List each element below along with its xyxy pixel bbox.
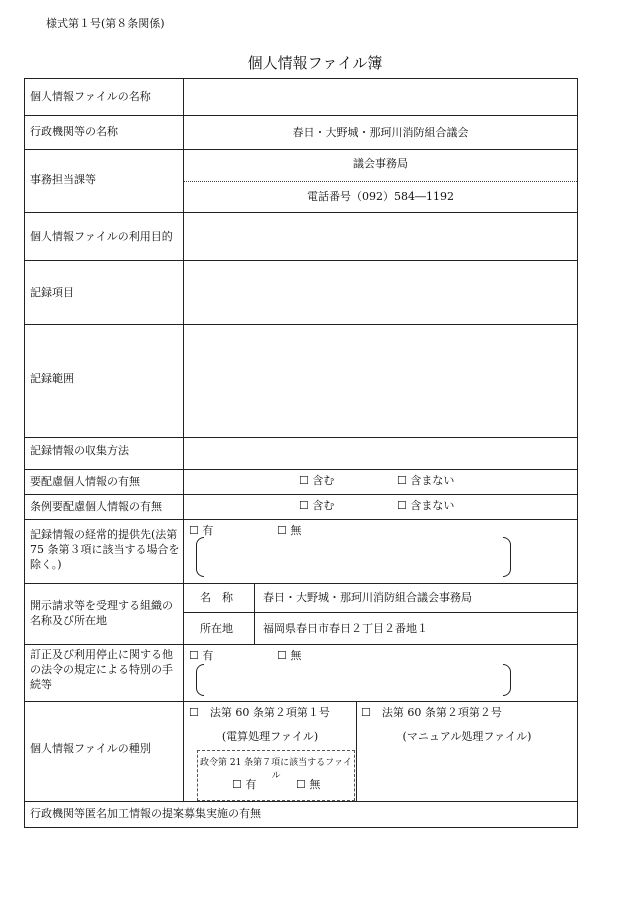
special-exclude-checkbox[interactable]: ☐ 含まない [397,474,455,487]
section-phone: 電話番号（092）584―1192 [307,190,454,203]
type-manual-sub: (マニュアル処理ファイル) [402,730,532,743]
org-name-value: 春日・大野城・那珂川消防組合議会事務局 [263,591,472,604]
org-name-label: 名 称 [200,591,233,604]
section-dept: 議会事務局 [353,157,408,170]
page-title: 個人情報ファイル簿 [247,54,383,72]
cabinet-order-no-checkbox[interactable]: ☐ 無 [296,778,321,791]
label-scope: 記録範囲 [30,372,74,385]
label-correction: 訂正及び利用停止に関する他の法令の規定による特別の手続等 [30,648,173,691]
org-addr-value: 福岡県春日市春日２丁目２番地１ [263,622,428,635]
label-type: 個人情報ファイルの種別 [30,742,151,755]
label-ordinance: 条例要配慮個人情報の有無 [30,500,162,513]
row-line [25,324,577,325]
cabinet-order-box [197,750,355,801]
provision-bracket-left [196,537,204,577]
row-line [25,437,577,438]
file-register-table [24,78,578,828]
row-line [25,469,577,470]
row-line [25,115,577,116]
dotted-divider [184,181,577,182]
row-line [25,583,577,584]
label-method: 記録情報の収集方法 [30,444,129,457]
type-col-line [356,701,357,801]
cabinet-order-title: 政令第 21 条第７項に該当するファイル [200,758,352,781]
label-section: 事務担当課等 [30,173,96,186]
row-line [25,701,577,702]
org-col-line [254,583,255,644]
special-include-checkbox[interactable]: ☐ 含む [299,474,335,487]
correction-no-checkbox[interactable]: ☐ 無 [277,649,302,662]
correction-bracket-left [196,664,204,696]
org-addr-label: 所在地 [200,622,233,635]
label-provision: 記録情報の経常的提供先(法第 75 条第３項に該当する場合を除く。) [30,528,180,571]
row-line [25,801,577,802]
type-manual-checkbox[interactable]: ☐ 法第 60 条第２項第２号 [361,706,502,719]
row-line [25,644,577,645]
label-anon: 行政機関等匿名加工情報の提案募集実施の有無 [30,807,261,820]
correction-yes-checkbox[interactable]: ☐ 有 [189,649,214,662]
label-purpose: 個人情報ファイルの利用目的 [30,230,173,243]
ordinance-include-checkbox[interactable]: ☐ 含む [299,499,335,512]
type-computer-checkbox[interactable]: ☐ 法第 60 条第２項第１号 [189,706,330,719]
label-org: 開示請求等を受理する組織の名称及び所在地 [30,599,173,627]
correction-bracket-right [503,664,511,696]
form-number: 様式第１号(第８条関係) [46,17,165,30]
row-line [25,494,577,495]
cabinet-order-yes-checkbox[interactable]: ☐ 有 [232,778,257,791]
agency-value: 春日・大野城・那珂川消防組合議会 [292,126,469,139]
provision-bracket-right [503,537,511,577]
ordinance-exclude-checkbox[interactable]: ☐ 含まない [397,499,455,512]
row-line [25,212,577,213]
provision-yes-checkbox[interactable]: ☐ 有 [189,524,214,537]
label-agency: 行政機関等の名称 [30,125,118,138]
label-special: 要配慮個人情報の有無 [30,475,140,488]
label-file-name: 個人情報ファイルの名称 [30,90,151,103]
row-line [25,149,577,150]
row-line [25,519,577,520]
provision-no-checkbox[interactable]: ☐ 無 [277,524,302,537]
row-line [25,260,577,261]
label-items: 記録項目 [30,286,74,299]
type-computer-sub: (電算処理ファイル) [221,730,319,743]
org-row-line [184,612,577,613]
